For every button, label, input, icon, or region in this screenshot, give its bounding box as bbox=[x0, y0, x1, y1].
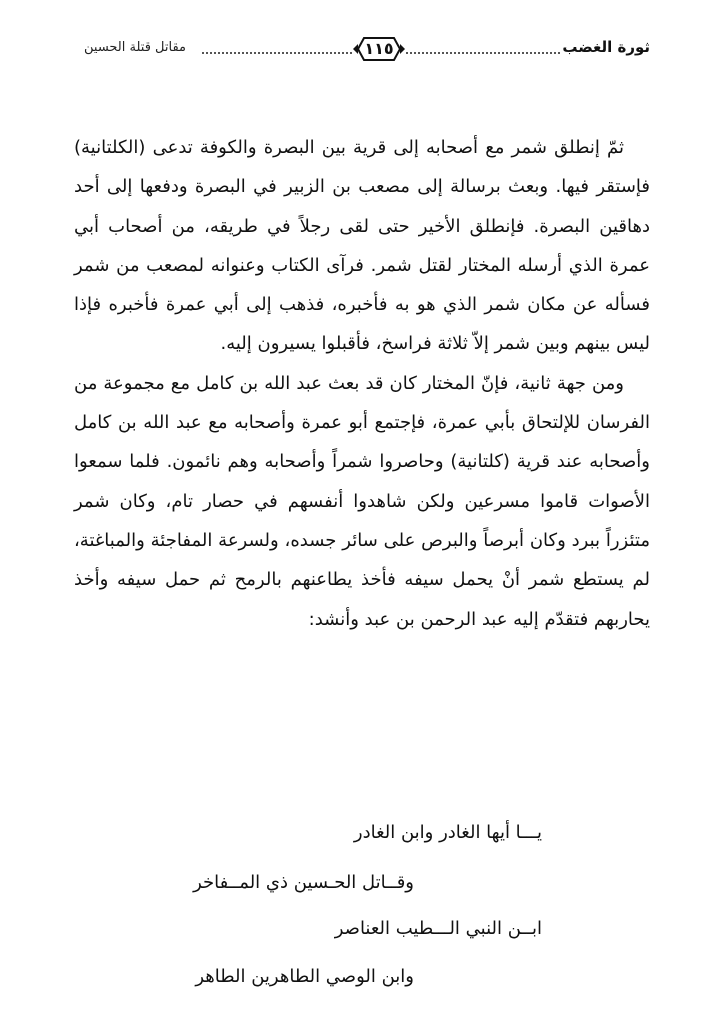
header-dotted-rule-right bbox=[406, 52, 560, 54]
poem-line: وابن الوصي الطاهرين الطاهر bbox=[195, 966, 414, 987]
paragraph: ثمّ إنطلق شمر مع أصحابه إلى قرية بين البصرة والكوفة تدعى (الكلتانية) فإستقر فيها. وبعث برسالة إلى مصعب بن الزبير في البصرة ودفعها إلى أحد دهاقين البصرة. فإنطلق الأخير حتى لقى رجلاً في طريقه، من أصحاب أبي عمرة الذي أرسله المختار لقتل شمر. فرآى الكتاب وعنوانه لمصعب من شمر فسأله عن مكان شمر الذي هو به فأخبره، فذهب إلى أبي عمرة فأخبره فإذا ليس بينهم وبين شمر إلاّ ثلاثة فراسخ، فأقبلوا يسيرون إليه. bbox=[74, 137, 650, 355]
page-header bbox=[84, 34, 650, 74]
page-number: ١١٥ bbox=[364, 39, 394, 58]
poem-line: وقــاتل الحـسين ذي المــفاخر bbox=[193, 872, 414, 893]
book-title: مقاتل قتلة الحسين bbox=[84, 40, 187, 55]
paragraph: ومن جهة ثانية، فإنّ المختار كان قد بعث عبد الله بن كامل مع مجموعة من الفرسان للإلتحاق بأبي عمرة، فإجتمع أبو عمرة وأصحابه مع عبد الله بن كامل وأصحابه عند قرية (كلتانية) وحاصروا شمراً وأصحابه وهم نائمون. فلما سمعوا الأصوات قاموا مسرعين ولكن شاهدوا أنفسهم في حصار تام، وكان شمر متئزراً ببرد وكان أبرصاً والبرص على سائر جسده، ولسرعة المفاجئة والمباغتة، لم يستطع شمر أنْ يحمل سيفه فأخذ يطاعنهم بالرمح ثم حمل سيفه وأخذ يحاربهم فتقدّم إليه عبد الرحمن بن عبد وأنشد: bbox=[74, 372, 650, 630]
header-dotted-rule-left bbox=[202, 52, 352, 54]
page-number-badge bbox=[352, 34, 406, 64]
poem-line: ابــن النبي الـــطيب العناصر bbox=[334, 918, 542, 939]
poem-line: يـــا أيها الغادر وابن الغادر bbox=[353, 822, 542, 843]
main-text bbox=[74, 128, 650, 639]
chapter-title: ثورة الغضب bbox=[562, 38, 650, 56]
